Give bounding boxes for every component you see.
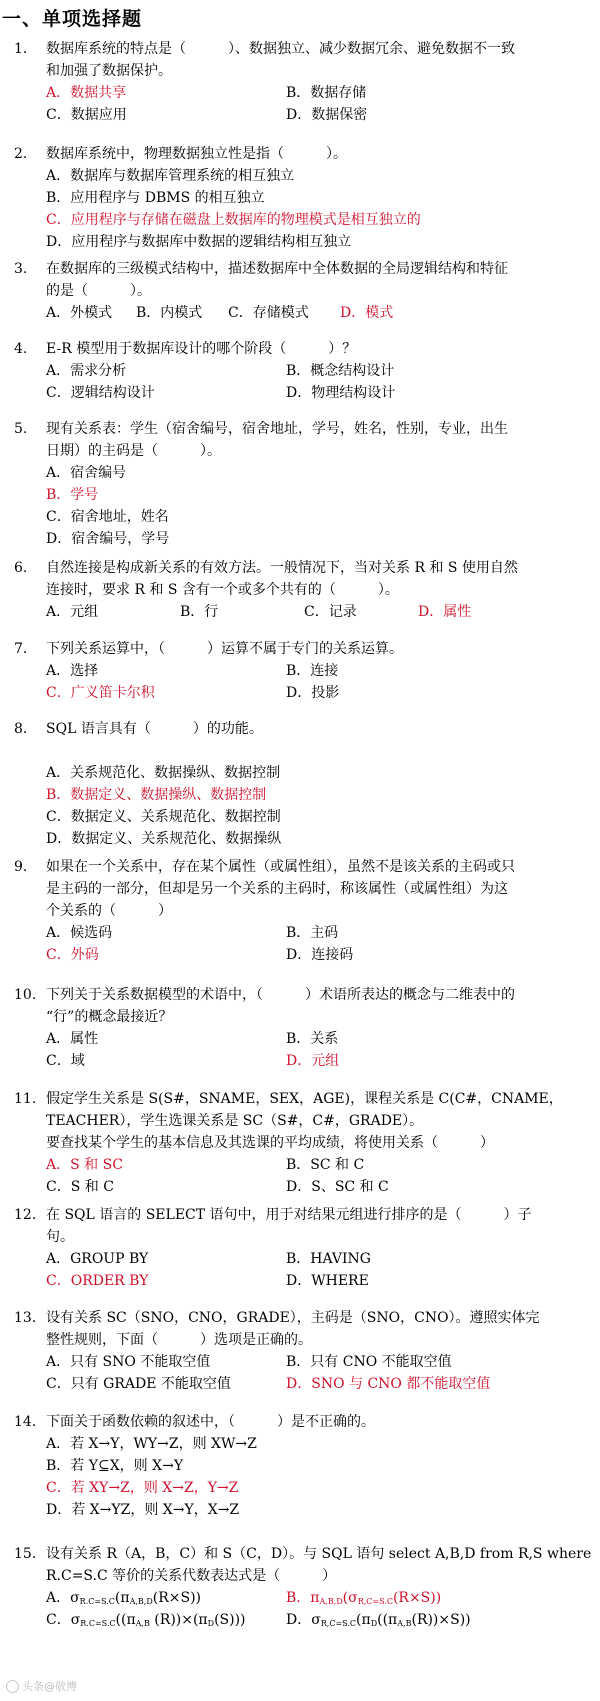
question-text: 个关系的（ ） (46, 903, 172, 919)
option-text: (π (114, 1590, 130, 1606)
question-text: SQL 语言具有（ ）的功能。 (46, 721, 263, 737)
question-line (0, 1204, 600, 1226)
option (46, 1499, 239, 1521)
option-correct (46, 82, 126, 104)
question-number: 1. (14, 41, 28, 57)
question-line (0, 1088, 600, 1110)
option-text: B．SC 和 C (286, 1157, 365, 1173)
question-1 (0, 38, 600, 126)
option-correct (418, 601, 471, 623)
question-text: 数据库系统的特点是（ ）、数据独立、减少数据冗余、避免数据不一致 (46, 41, 515, 57)
option-text: B．数据存储 (286, 85, 367, 101)
question-text: 日期）的主码是（ ）。 (46, 443, 221, 459)
option (46, 762, 280, 784)
option-text: A．S 和 SC (46, 1157, 123, 1173)
question-line (0, 718, 600, 740)
option-text: C．S 和 C (46, 1179, 114, 1195)
question-text: 下列关系运算中，（ ）运算不属于专门的关系运算。 (46, 641, 403, 657)
question-line (0, 1006, 600, 1028)
option (304, 601, 357, 623)
option-text: D．投影 (286, 685, 340, 701)
question-line (0, 1307, 600, 1329)
option (286, 682, 339, 704)
option (46, 1176, 114, 1198)
option-text: A．元组 (46, 604, 99, 620)
option-text: C．数据应用 (46, 107, 127, 123)
question-line (0, 1132, 600, 1154)
question-line (0, 1329, 600, 1351)
option-correct (46, 944, 99, 966)
question-line (0, 38, 600, 60)
option (46, 1351, 210, 1373)
option-subscript: A,B,D (129, 1597, 153, 1606)
option-text: C．记录 (304, 604, 357, 620)
watermark-text: 头条@敬博 (22, 1680, 77, 1693)
question-10 (0, 984, 600, 1072)
question-line (0, 440, 600, 462)
question-number: 11. (14, 1091, 37, 1107)
options-group (0, 1351, 600, 1395)
option (286, 1609, 471, 1635)
options-group (0, 601, 600, 623)
option-text: C．存储模式 (228, 305, 309, 321)
question-line (0, 143, 600, 165)
option-text: A．属性 (46, 1031, 99, 1047)
option (46, 231, 351, 253)
option-text: A．候选码 (46, 925, 113, 941)
question-text: 下面关于函数依赖的叙述中，（ ）是不正确的。 (46, 1414, 375, 1430)
option (286, 1351, 452, 1373)
option (46, 187, 265, 209)
question-line (0, 900, 600, 922)
option-text: (R×S)) (152, 1590, 201, 1606)
option-text: A．数据共享 (46, 85, 127, 101)
options-group (0, 1248, 600, 1292)
option-text: C．只有 GRADE 不能取空值 (46, 1376, 231, 1392)
options-group (0, 165, 600, 253)
question-line (0, 856, 600, 878)
option-subscript: R.C=S.C (79, 1597, 115, 1606)
question-number: 5. (14, 421, 28, 437)
question-line (0, 984, 600, 1006)
option (46, 165, 294, 187)
question-text: 设有关系 SC（SNO，CNO，GRADE），主码是（SNO，CNO）。遵照实体完 (46, 1310, 540, 1326)
option-text: A．外模式 (46, 305, 113, 321)
question-number: 13. (14, 1310, 37, 1326)
option-text: D．模式 (340, 305, 394, 321)
option-text: C．σ (46, 1612, 81, 1628)
option-text: D．属性 (418, 604, 472, 620)
option (46, 302, 112, 324)
option (286, 922, 338, 944)
option-text: D．元组 (286, 1053, 340, 1069)
option-text: B．内模式 (136, 305, 203, 321)
option-subscript: A,B,D (319, 1597, 343, 1606)
question-number: 10. (14, 987, 37, 1003)
question-text: 是主码的一部分，但却是另一个关系的主码时，称该属性（或属性组）为这 (46, 881, 508, 897)
option-text: A．关系规范化、数据操纵、数据控制 (46, 765, 281, 781)
question-text: 句。 (46, 1229, 74, 1245)
question-9 (0, 856, 600, 966)
option (46, 506, 169, 528)
options-group (0, 82, 600, 126)
option (46, 104, 127, 126)
option-text: D．WHERE (286, 1273, 369, 1289)
option-text: D．数据定义、关系规范化、数据操纵 (46, 831, 282, 847)
option (46, 1050, 85, 1072)
option (286, 1028, 338, 1050)
option-text: A．只有 SNO 不能取空值 (46, 1354, 211, 1370)
option-subscript: R,C=S.C (320, 1619, 357, 1628)
option-text: A．选择 (46, 663, 99, 679)
question-text: 的是（ ）。 (46, 283, 151, 299)
watermark (6, 1678, 77, 1694)
option-correct (340, 302, 393, 324)
option-correct (46, 784, 266, 806)
question-line (0, 258, 600, 280)
question-line (0, 579, 600, 601)
question-line (0, 280, 600, 302)
option (46, 828, 281, 850)
question-text: 设有关系 R（A，B，C）和 S（C，D）。与 SQL 语句 select A,B,D from R,S where (46, 1546, 592, 1562)
question-text: 如果在一个关系中，存在某个属性（或属性组），虽然不是该关系的主码或只 (46, 859, 515, 875)
question-text: TEACHER），学生选课关系是 SC（S#，C#，GRADE）。 (46, 1113, 424, 1129)
option-text: B．学号 (46, 487, 99, 503)
question-8 (0, 718, 600, 850)
question-text: 整性规则，下面（ ）选项是正确的。 (46, 1332, 312, 1348)
question-line (0, 418, 600, 440)
question-line (0, 1565, 600, 1587)
question-number: 2. (14, 146, 28, 162)
watermark-logo-icon (6, 1680, 19, 1693)
question-2 (0, 143, 600, 253)
options-group (0, 660, 600, 704)
options-group (0, 762, 600, 850)
question-12 (0, 1204, 600, 1292)
question-line (0, 1110, 600, 1132)
options-group (0, 1433, 600, 1521)
option (228, 302, 309, 324)
option-subscript: R,C=S.C (357, 1597, 393, 1606)
option-text: A．σ (46, 1590, 80, 1606)
option-text: A．数据库与数据库管理系统的相互独立 (46, 168, 295, 184)
options-group (0, 1028, 600, 1072)
option-text: D．SNO 与 CNO 都不能取空值 (286, 1376, 491, 1392)
question-text: E-R 模型用于数据库设计的哪个阶段（ ）？ (46, 341, 357, 357)
option-text: B．应用程序与 DBMS 的相互独立 (46, 190, 265, 206)
option-text: D．数据保密 (286, 107, 368, 123)
option (46, 462, 126, 484)
question-7 (0, 638, 600, 704)
option (286, 360, 394, 382)
option (286, 1176, 389, 1198)
option (46, 1433, 257, 1455)
option (286, 1248, 371, 1270)
option-text: D．宿舍编号，学号 (46, 531, 170, 547)
question-line (0, 60, 600, 82)
question-text: 要查找某个学生的基本信息及其选课的平均成绩，将使用关系（ ） (46, 1135, 494, 1151)
question-text: 现有关系表：学生（宿舍编号，宿舍地址，学号，姓名，性别，专业，出生 (46, 421, 508, 437)
question-text: 连接时，要求 R 和 S 含有一个或多个共有的（ ）。 (46, 582, 399, 598)
question-5 (0, 418, 600, 550)
question-number: 6. (14, 560, 28, 576)
option (286, 82, 366, 104)
question-line (0, 740, 600, 762)
option (46, 360, 126, 382)
question-line (0, 638, 600, 660)
options-group (0, 302, 600, 324)
option-text: B．连接 (286, 663, 339, 679)
option (46, 660, 98, 682)
options-group (0, 1587, 600, 1631)
option (46, 1028, 98, 1050)
option (46, 806, 281, 828)
option-text: A．GROUP BY (46, 1251, 149, 1267)
option-text: C．域 (46, 1053, 85, 1069)
question-14 (0, 1411, 600, 1521)
option (46, 601, 98, 623)
question-3 (0, 258, 600, 324)
option-text: ((π (377, 1612, 398, 1628)
option-correct (286, 1050, 339, 1072)
question-line (0, 1411, 600, 1433)
options-group (0, 922, 600, 966)
question-number: 15. (14, 1546, 37, 1562)
option-text: C．ORDER BY (46, 1273, 149, 1289)
question-number: 12. (14, 1207, 37, 1223)
question-text: “行”的概念最接近？ (46, 1009, 173, 1025)
question-line (0, 557, 600, 579)
option (180, 601, 218, 623)
option-text: B．概念结构设计 (286, 363, 395, 379)
option-text: C．若 XY→Z，则 X→Z，Y→Z (46, 1480, 239, 1496)
option-subscript: A,B (135, 1619, 150, 1628)
option-text: D．若 X→YZ，则 X→Y，X→Z (46, 1502, 240, 1518)
option-text: C．应用程序与存储在磁盘上数据库的物理模式是相互独立的 (46, 212, 421, 228)
question-4 (0, 338, 600, 404)
option-text: B．行 (180, 604, 219, 620)
option (46, 1609, 246, 1635)
option-text: D．σ (286, 1612, 321, 1628)
option-text: D．物理结构设计 (286, 385, 396, 401)
option-subscript: D (207, 1619, 215, 1628)
question-text: 数据库系统中，物理数据独立性是指（ ）。 (46, 146, 347, 162)
question-line (0, 1543, 600, 1565)
question-text: 自然连接是构成新关系的有效方法。一般情况下，当对关系 R 和 S 使用自然 (46, 560, 518, 576)
option-correct (46, 484, 98, 506)
question-text: 在 SQL 语言的 SELECT 语句中，用于对结果元组进行排序的是（ ）子 (46, 1207, 532, 1223)
question-11 (0, 1088, 600, 1198)
option (286, 1270, 369, 1292)
option-subscript: R.C=S.C (80, 1619, 116, 1628)
option (286, 660, 338, 682)
option-text: A．宿舍编号 (46, 465, 127, 481)
option-text: B．只有 CNO 不能取空值 (286, 1354, 452, 1370)
question-15 (0, 1543, 600, 1631)
question-number: 3. (14, 261, 28, 277)
options-group (0, 462, 600, 550)
option-correct (46, 1154, 123, 1176)
option-text: C．宿舍地址，姓名 (46, 509, 169, 525)
option (136, 302, 202, 324)
question-number: 7. (14, 641, 28, 657)
question-line (0, 338, 600, 360)
option-text: B．数据定义、数据操纵、数据控制 (46, 787, 267, 803)
option-text: B．π (286, 1590, 320, 1606)
option-text: (π (356, 1612, 371, 1628)
option-text: (R))×S)) (411, 1612, 471, 1628)
option (286, 104, 367, 126)
option (286, 944, 353, 966)
option (286, 382, 395, 404)
option (46, 1455, 183, 1477)
option (46, 922, 112, 944)
question-number: 4. (14, 341, 28, 357)
option-text: C．广义笛卡尔积 (46, 685, 155, 701)
option-text: D．S、SC 和 C (286, 1179, 389, 1195)
option (286, 1154, 364, 1176)
option (46, 1373, 231, 1395)
option-subscript: A,B (397, 1619, 412, 1628)
option-text: B．若 Y⊆X，则 X→Y (46, 1458, 184, 1474)
option-text: C．逻辑结构设计 (46, 385, 155, 401)
option (46, 382, 155, 404)
option-text: ((π (115, 1612, 136, 1628)
option-correct (46, 1477, 238, 1499)
option-correct (46, 682, 155, 704)
section-heading: 一、单项选择题 (2, 8, 143, 30)
option (46, 528, 169, 550)
question-6 (0, 557, 600, 623)
question-number: 9. (14, 859, 28, 875)
question-number: 14. (14, 1414, 37, 1430)
option-correct (46, 1270, 148, 1292)
option-text: D．应用程序与数据库中数据的逻辑结构相互独立 (46, 234, 352, 250)
option-text: B．关系 (286, 1031, 339, 1047)
option (46, 1248, 148, 1270)
question-number: 8. (14, 721, 28, 737)
option-text: D．连接码 (286, 947, 354, 963)
option-text: C．数据定义、关系规范化、数据控制 (46, 809, 281, 825)
option-text: B．HAVING (286, 1251, 371, 1267)
option-text: (R))×(π (149, 1612, 208, 1628)
option-text: (σ (342, 1590, 358, 1606)
option-text: A．需求分析 (46, 363, 127, 379)
option-subscript: D (370, 1619, 378, 1628)
option-text: A．若 X→Y，WY→Z，则 XW→Z (46, 1436, 257, 1452)
question-text: 下列关于关系数据模型的术语中，（ ）术语所表达的概念与二维表中的 (46, 987, 515, 1003)
question-text: 假定学生关系是 S(S#，SNAME，SEX，AGE)，课程关系是 C(C#，CNAME， (46, 1091, 563, 1107)
question-13 (0, 1307, 600, 1395)
question-text: 在数据库的三级模式结构中，描述数据库中全体数据的全局逻辑结构和特征 (46, 261, 508, 277)
option-correct (286, 1373, 490, 1395)
option-text: B．主码 (286, 925, 339, 941)
options-group (0, 1154, 600, 1198)
options-group (0, 360, 600, 404)
question-line (0, 878, 600, 900)
option-text: C．外码 (46, 947, 99, 963)
option-text: (R×S)) (392, 1590, 442, 1606)
question-text: 和加强了数据保护。 (46, 63, 172, 79)
question-text: R.C=S.C 等价的关系代数表达式是（ ） (46, 1568, 337, 1584)
option-text: (S))) (214, 1612, 246, 1628)
question-line (0, 1226, 600, 1248)
option-correct (46, 209, 421, 231)
